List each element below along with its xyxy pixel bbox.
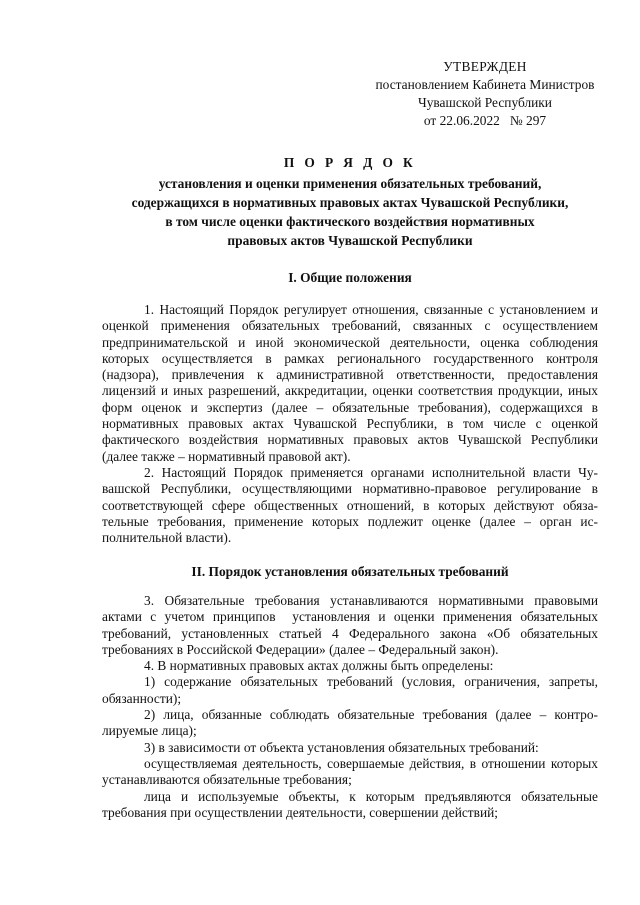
paragraph: 2. Настоящий Порядок применяется органами исполнительной власти Чувашской Республики, осуществляющими нормативно-правовое регулирование в соответствующей сфере общественных отношений, в которых действуют обязательные требования, применение которых подлежит оценке (далее – орган исполнительной власти). [102, 464, 598, 546]
paragraph: осуществляемая деятельность, совершаемые действия, в отношении которых устанавливаются обязательные требования; [102, 755, 598, 788]
approval-authority: постановлением Кабинета Министров [375, 77, 595, 92]
approval-republic: Чувашской Республики [418, 95, 552, 110]
document-title-line: содержащихся в нормативных правовых актах Чувашской Республики, [131, 195, 569, 210]
section-general-body [102, 302, 598, 546]
approval-date-number: от 22.06.2022 № 297 [423, 113, 547, 128]
paragraph: 1) содержание обязательных требований (условия, ограничения, запреты, обязанности); [102, 674, 598, 706]
paragraph: 4. В нормативных правовых актах должны быть определены: [144, 658, 494, 674]
approval-title: УТВЕРЖДЕН [443, 59, 527, 74]
section-heading-establishment: II. Порядок установления обязательных требований [191, 564, 509, 579]
document-title-line: правовых актов Чувашской Республики [227, 233, 473, 248]
paragraph: 2) лица, обязанные соблюдать обязательные требования (далее – контролируемые лица); [102, 707, 598, 739]
paragraph: 3. Обязательные требования устанавливаются нормативными правовыми актами с учетом принципов установления и оценки применения обязательных требований, установленных статьей 4 Федерального закона «Об обязательных требованиях в Российской Федерации» (далее – Федеральный закон). [102, 593, 602, 657]
document-title [100, 153, 600, 250]
document-title-line: в том числе оценки фактического воздействия нормативных [165, 214, 535, 229]
approval-stamp [360, 58, 610, 130]
document-title-line: установления и оценки применения обязательных требований, [158, 176, 542, 191]
paragraph: лица и используемые объекты, к которым предъявляются обязательные требования при осуществлении деятельности, совершении действий; [102, 788, 598, 820]
document-title-main: П О Р Я Д О К [283, 155, 417, 170]
section-establishment-body [102, 593, 602, 821]
paragraph: 1. Настоящий Порядок регулирует отношения, связанные с установлением и оценкой применения обязательных требований, связанных с осуществлением предпринимательской и иной экономической деятельности, оценка соблюдения которых осуществляется в рамках регионального государственного контроля (надзора), привлечения к административной ответственности, предоставления лицензий и иных разрешений, аккредитации, оценки соответствия продукции, иных форм оценок и экспертиз (далее – обязательные требования), содержащихся в нормативных правовых актах Чувашской Республики, в том числе с оценкой фактического воздействия нормативных правовых актов Чувашской Республики (далее также – нормативный правовой акт). [102, 302, 598, 464]
paragraph: 3) в зависимости от объекта установления обязательных требований: [144, 739, 539, 755]
section-heading-general: I. Общие положения [288, 270, 412, 285]
